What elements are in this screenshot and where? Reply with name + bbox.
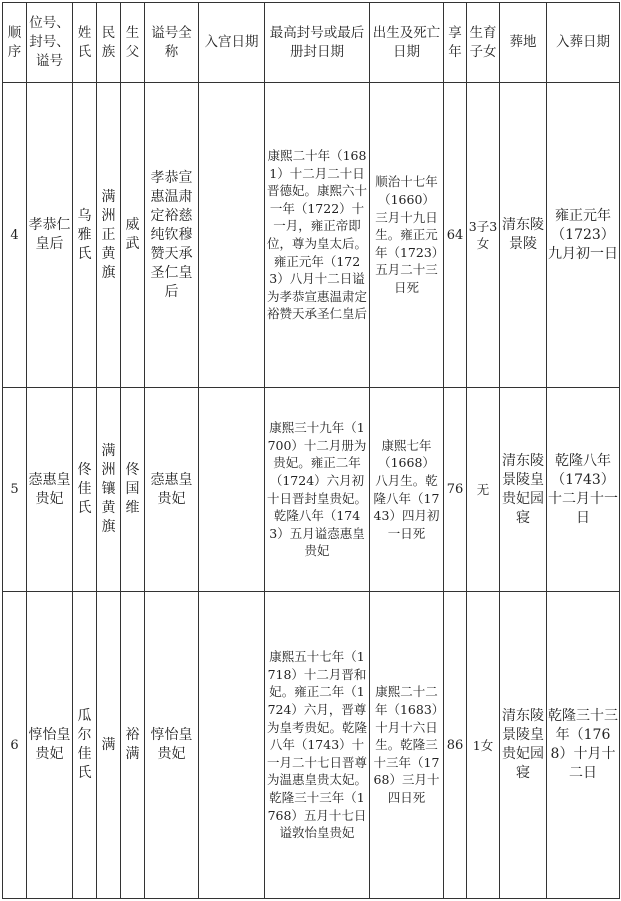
cell-highest-title: 康熙二十年（1681）十二月二十日晋德妃。康熙六十一年（1722）十一月，雍正帝即位，尊为皇太后。雍正元年（1723）八月十二日谥为孝恭宣惠温肃定裕赞天承圣仁皇后 [265, 83, 370, 388]
cell-birth-death: 康熙二十二年（1683）十月十六日生。乾隆三十三年（1768）三月十四日死 [370, 592, 444, 899]
header-title: 位号、封号、谥号 [27, 3, 73, 83]
cell-burial-date: 乾隆八年（1743）十二月十一日 [547, 388, 620, 592]
header-row [3, 3, 620, 83]
table-row [3, 388, 620, 592]
cell-full-posthumous: 孝恭宣惠温肃定裕慈纯钦穆赞天承圣仁皇后 [145, 83, 199, 388]
cell-burial-date: 乾隆三十三年（1768）十月十二日 [547, 592, 620, 899]
cell-order: 5 [3, 388, 27, 592]
consort-table [2, 2, 620, 899]
cell-highest-title: 康熙五十七年（1718）十二月晋和妃。雍正二年（1724）六月，晋尊为皇考贵妃。乾隆八年（1743）十一月二十七日晋尊为温惠皇贵太妃。乾隆三十三年（1768）五月十七日谥敦怡皇贵妃 [265, 592, 370, 899]
cell-highest-title: 康熙三十九年（1700）十二月册为贵妃。雍正二年（1724）六月初十日晋封皇贵妃。乾隆八年（1743）五月谥悫惠皇贵妃 [265, 388, 370, 592]
header-children: 生育子女 [467, 3, 500, 83]
cell-children: 1女 [467, 592, 500, 899]
cell-order: 4 [3, 83, 27, 388]
header-highest-title: 最高封号或最后册封日期 [265, 3, 370, 83]
cell-birth-death: 顺治十七年（1660）三月十九日生。雍正元年（1723）五月二十三日死 [370, 83, 444, 388]
header-burial-place: 葬地 [500, 3, 547, 83]
cell-ethnicity: 满洲镶黄旗 [97, 388, 121, 592]
cell-father: 威武 [121, 83, 145, 388]
cell-age: 76 [444, 388, 467, 592]
cell-title: 惇怡皇贵妃 [27, 592, 73, 899]
cell-burial-place: 清东陵景陵皇贵妃园寝 [500, 592, 547, 899]
header-burial-date: 入葬日期 [547, 3, 620, 83]
header-ethnicity: 民族 [97, 3, 121, 83]
cell-burial-place: 清东陵景陵 [500, 83, 547, 388]
cell-ethnicity: 满 [97, 592, 121, 899]
cell-order: 6 [3, 592, 27, 899]
cell-burial-place: 清东陵景陵皇贵妃园寝 [500, 388, 547, 592]
header-surname: 姓氏 [73, 3, 97, 83]
header-father: 生父 [121, 3, 145, 83]
cell-birth-death: 康熙七年（1668）八月生。乾隆八年（1743）四月初一日死 [370, 388, 444, 592]
cell-age: 64 [444, 83, 467, 388]
cell-surname: 瓜尔佳氏 [73, 592, 97, 899]
cell-children: 3子3女 [467, 83, 500, 388]
cell-full-posthumous: 悫惠皇贵妃 [145, 388, 199, 592]
cell-full-posthumous: 惇怡皇贵妃 [145, 592, 199, 899]
cell-title: 悫惠皇贵妃 [27, 388, 73, 592]
table-row [3, 592, 620, 899]
header-order: 顺序 [3, 3, 27, 83]
cell-father: 裕满 [121, 592, 145, 899]
header-entry-date: 入宫日期 [199, 3, 265, 83]
cell-entry-date [199, 388, 265, 592]
header-age: 享年 [444, 3, 467, 83]
header-full-posthumous: 谥号全称 [145, 3, 199, 83]
cell-burial-date: 雍正元年（1723）九月初一日 [547, 83, 620, 388]
cell-father: 佟国维 [121, 388, 145, 592]
cell-surname: 乌雅氏 [73, 83, 97, 388]
cell-age: 86 [444, 592, 467, 899]
cell-entry-date [199, 83, 265, 388]
table-row [3, 83, 620, 388]
cell-title: 孝恭仁皇后 [27, 83, 73, 388]
cell-ethnicity: 满洲正黄旗 [97, 83, 121, 388]
cell-entry-date [199, 592, 265, 899]
cell-children: 无 [467, 388, 500, 592]
cell-surname: 佟佳氏 [73, 388, 97, 592]
header-birth-death: 出生及死亡日期 [370, 3, 444, 83]
